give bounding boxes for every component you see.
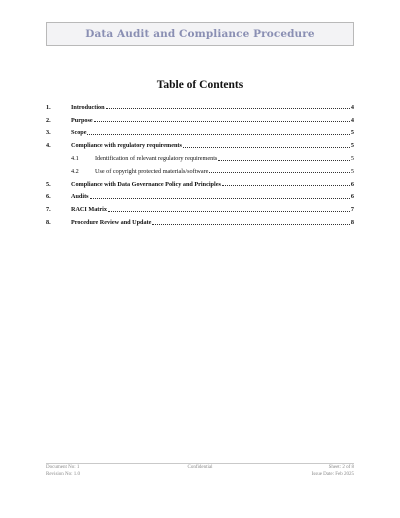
footer-right [312, 465, 354, 478]
toc-leader-dots [222, 185, 350, 186]
toc-entry-identification-requirements[interactable] [46, 149, 354, 162]
table-of-contents [46, 98, 354, 226]
toc-leader-dots [218, 160, 350, 161]
toc-entry-number: 7. [46, 206, 51, 214]
document-title-banner [46, 22, 354, 46]
revision-number: Revision No: 1.0 [46, 471, 81, 477]
toc-entry-label: Compliance with Data Governance Policy and Principles [71, 180, 221, 188]
toc-entry-label: Audits [71, 193, 89, 201]
toc-entry-page: 4 [350, 103, 354, 111]
toc-entry-label: Compliance with regulatory requirements [71, 142, 182, 150]
toc-entry-copyright-materials[interactable] [46, 162, 354, 175]
sheet-number: Sheet: 2 of 8 [328, 465, 354, 470]
toc-entry-page: 5 [350, 142, 354, 150]
footer-classification: Confidential [187, 465, 213, 470]
toc-entry-label: Procedure Review and Update [71, 218, 152, 226]
toc-leader-dots [106, 108, 350, 109]
toc-heading: Table of Contents [156, 79, 244, 91]
issue-date: Issue Date: Feb 2025 [311, 471, 354, 477]
toc-leader-dots [108, 211, 350, 212]
toc-entry-label: RACI Matrix [71, 206, 107, 214]
toc-entry-number: 4. [46, 142, 51, 150]
toc-entry-label: Introduction [71, 103, 105, 111]
toc-leader-dots [87, 134, 349, 135]
toc-entry-number: 3. [46, 129, 51, 137]
toc-entry-introduction[interactable] [46, 98, 354, 111]
toc-leader-dots [183, 147, 350, 148]
toc-entry-raci-matrix[interactable] [46, 200, 354, 213]
footer-divider [46, 463, 354, 464]
toc-entry-page: 5 [350, 154, 354, 162]
toc-leader-dots [94, 121, 350, 122]
toc-entry-data-governance[interactable] [46, 175, 354, 188]
toc-leader-dots [152, 224, 350, 225]
toc-entry-page: 6 [350, 193, 354, 201]
toc-leader-dots [90, 198, 350, 199]
toc-entry-regulatory-compliance[interactable] [46, 136, 354, 149]
toc-entry-label: Identification of relevant regulatory requirements [95, 154, 218, 162]
document-number: Document No: 1 [46, 465, 80, 470]
toc-entry-audits[interactable] [46, 188, 354, 201]
toc-entry-label: Use of copyright protected materials/software [95, 167, 209, 175]
toc-entry-page: 8 [350, 218, 354, 226]
toc-entry-number: 4.2 [71, 167, 79, 175]
toc-entry-number: 6. [46, 193, 51, 201]
document-title: Data Audit and Compliance Procedure [85, 28, 315, 40]
toc-entry-purpose[interactable] [46, 111, 354, 124]
toc-entry-label: Scope [71, 129, 87, 137]
toc-entry-number: 8. [46, 218, 51, 226]
toc-entry-page: 4 [350, 116, 354, 124]
toc-entry-number: 5. [46, 180, 51, 188]
toc-entry-number: 2. [46, 116, 51, 124]
toc-entry-scope[interactable] [46, 124, 354, 137]
toc-entry-page: 6 [350, 180, 354, 188]
toc-entry-page: 7 [350, 206, 354, 214]
toc-entry-label: Purpose [71, 116, 93, 124]
toc-entry-page: 5 [350, 167, 354, 175]
toc-entry-procedure-review[interactable] [46, 213, 354, 226]
toc-leader-dots [209, 172, 350, 173]
toc-entry-number: 1. [46, 103, 51, 111]
toc-entry-number: 4.1 [71, 154, 79, 162]
toc-entry-page: 5 [350, 129, 354, 137]
